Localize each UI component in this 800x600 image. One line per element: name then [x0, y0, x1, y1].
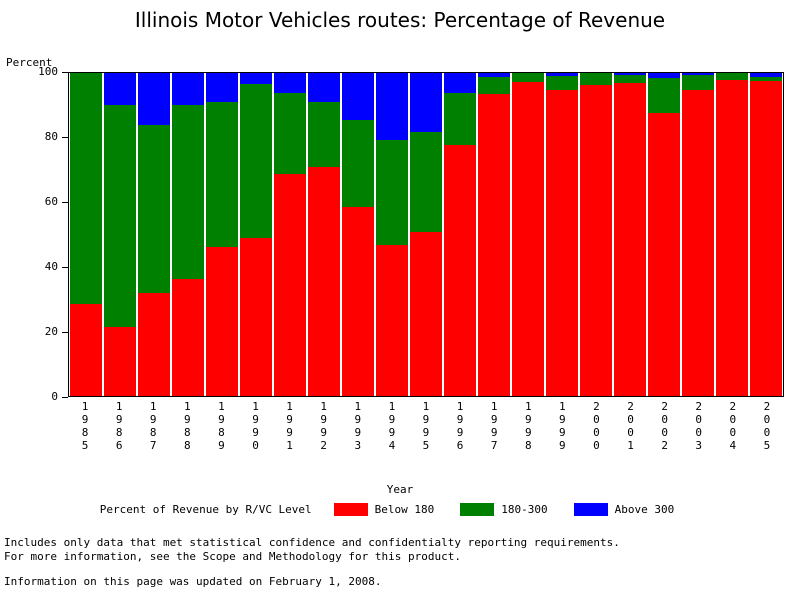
x-tick-label-digit: 1	[252, 400, 259, 413]
bar-segment-mid	[104, 105, 136, 327]
bar-segment-mid	[580, 73, 612, 85]
x-tick-label	[136, 400, 170, 475]
stacked-bar	[205, 73, 239, 396]
y-tick-label: 60	[44, 195, 58, 208]
bar-segment-above	[104, 73, 136, 105]
x-tick-label-digit: 0	[627, 426, 634, 439]
y-tick-label: 100	[38, 65, 58, 78]
x-tick-label-digit: 9	[456, 413, 464, 426]
x-tick-label-digit: 9	[354, 426, 362, 439]
x-tick-label-digit: 9	[218, 413, 225, 426]
x-tick-label-digit: 0	[695, 426, 703, 439]
bar-segment-above	[444, 73, 476, 93]
bar-segment-below	[614, 83, 646, 396]
x-tick-label-digit: 9	[320, 413, 328, 426]
y-tick-label: 0	[51, 390, 58, 403]
x-tick-label-digit: 9	[286, 426, 293, 439]
y-tick-label: 40	[44, 260, 58, 273]
x-tick-label-digit: 9	[115, 413, 123, 426]
bar-segment-mid	[546, 76, 578, 91]
bar-segment-above	[376, 73, 408, 140]
x-tick-label-digit: 1	[286, 400, 293, 413]
x-tick-label-digit: 2	[661, 439, 668, 452]
footnote-line-2: For more information, see the Scope and Methodology for this product.	[4, 550, 461, 563]
bar-segment-below	[716, 80, 748, 396]
x-tick-label	[375, 400, 409, 475]
x-tick-label-digit: 6	[456, 439, 464, 452]
x-tick-label	[545, 400, 579, 475]
bar-segment-mid	[682, 75, 714, 91]
x-tick-label-digit: 2	[695, 400, 703, 413]
x-axis-title: Year	[386, 483, 414, 496]
x-tick-label-digit: 5	[763, 439, 771, 452]
bar-segment-above	[410, 73, 442, 132]
legend-label-180-300: 180-300	[501, 503, 548, 516]
stacked-bar	[307, 73, 341, 396]
x-tick-label-digit: 1	[627, 439, 634, 452]
x-tick-label-digit: 8	[218, 426, 225, 439]
stacked-bar	[239, 73, 273, 396]
x-axis-tick-labels	[68, 400, 784, 475]
bar-segment-below	[376, 245, 408, 396]
x-tick-label-digit: 9	[252, 426, 259, 439]
legend-item-above-300	[574, 503, 675, 516]
bar-segment-below	[172, 279, 204, 396]
x-tick-label	[682, 400, 716, 475]
bar-segment-below	[444, 145, 476, 396]
x-tick-label-digit: 9	[422, 413, 430, 426]
stacked-bar	[171, 73, 205, 396]
x-tick-label-digit: 1	[422, 400, 430, 413]
bar-segment-below	[478, 94, 510, 396]
x-tick-label-digit: 1	[456, 400, 464, 413]
bar-segment-below	[240, 238, 272, 396]
bar-segment-below	[274, 174, 306, 396]
x-tick-label-digit: 9	[559, 426, 566, 439]
x-tick-label-digit: 2	[763, 400, 771, 413]
x-tick-label	[307, 400, 341, 475]
bar-segment-below	[512, 82, 544, 396]
footnote-line-3: Information on this page was updated on February 1, 2008.	[4, 575, 382, 588]
x-tick-label-digit: 2	[320, 439, 328, 452]
bar-segment-mid	[172, 105, 204, 279]
x-tick-label	[409, 400, 443, 475]
x-tick-label-digit: 9	[354, 413, 362, 426]
bar-segment-mid	[138, 125, 170, 294]
x-tick-label	[102, 400, 136, 475]
bar-segment-below	[70, 304, 102, 396]
x-tick-label-digit: 2	[627, 400, 634, 413]
bar-segment-above	[274, 73, 306, 93]
x-tick-label-digit: 9	[252, 413, 259, 426]
x-tick-label	[170, 400, 204, 475]
stacked-bar	[477, 73, 511, 396]
x-tick-label-digit: 9	[524, 426, 532, 439]
footnote-line-1: Includes only data that met statistical confidence and confidentialty reporting requirements.	[4, 536, 620, 549]
x-tick-label-digit: 0	[593, 413, 600, 426]
stacked-bar	[409, 73, 443, 396]
x-tick-label-digit: 0	[593, 439, 600, 452]
legend-label-below-180: Below 180	[374, 503, 435, 516]
legend-swatch-180-300	[460, 503, 494, 516]
legend-item-below-180	[334, 503, 435, 516]
x-tick-label-digit: 1	[286, 439, 293, 452]
x-tick-label-digit: 0	[593, 426, 600, 439]
bar-segment-below	[308, 167, 340, 396]
x-tick-label-digit: 0	[695, 413, 703, 426]
stacked-bar	[69, 73, 103, 396]
stacked-bar	[443, 73, 477, 396]
bar-segment-below	[342, 207, 374, 396]
x-tick-label-digit: 1	[149, 400, 157, 413]
x-tick-label-digit: 1	[320, 400, 328, 413]
x-tick-label-digit: 9	[456, 426, 464, 439]
x-tick-label	[477, 400, 511, 475]
legend-title: Percent of Revenue by R/VC Level	[99, 503, 312, 516]
x-tick-label-digit: 2	[661, 400, 668, 413]
bar-segment-mid	[206, 102, 238, 247]
x-tick-label-digit: 1	[490, 400, 498, 413]
x-tick-label-digit: 1	[184, 400, 191, 413]
x-tick-label-digit: 7	[149, 439, 157, 452]
bar-segment-mid	[410, 132, 442, 232]
bar-segment-mid	[308, 102, 340, 167]
x-tick-label-digit: 9	[559, 413, 566, 426]
x-tick-label-digit: 8	[149, 426, 157, 439]
x-tick-label-digit: 0	[763, 426, 771, 439]
x-tick-label-digit: 0	[252, 439, 259, 452]
bar-segment-below	[648, 113, 680, 396]
x-tick-label-digit: 9	[81, 413, 89, 426]
stacked-bar	[579, 73, 613, 396]
x-tick-label-digit: 9	[286, 413, 293, 426]
x-tick-label-digit: 1	[218, 400, 225, 413]
stacked-bar	[375, 73, 409, 396]
y-axis-title: Percent	[6, 56, 53, 69]
x-tick-label	[341, 400, 375, 475]
bar-segment-mid	[70, 73, 102, 304]
x-tick-label-digit: 8	[184, 439, 191, 452]
x-tick-label-digit: 0	[661, 426, 668, 439]
bar-segment-mid	[648, 78, 680, 114]
stacked-bar	[137, 73, 171, 396]
stacked-bar	[749, 73, 783, 396]
stacked-bar	[681, 73, 715, 396]
x-tick-label-digit: 9	[490, 426, 498, 439]
legend-item-180-300	[460, 503, 547, 516]
x-tick-label-digit: 2	[593, 400, 600, 413]
x-tick-label-digit: 9	[388, 426, 396, 439]
x-tick-label-digit: 7	[490, 439, 498, 452]
x-tick-label	[614, 400, 648, 475]
stacked-bar	[715, 73, 749, 396]
x-tick-label-digit: 1	[115, 400, 123, 413]
x-tick-label-digit: 8	[115, 426, 123, 439]
x-tick-label-digit: 9	[388, 413, 396, 426]
footnotes	[4, 536, 796, 589]
x-tick-label-digit: 0	[763, 413, 771, 426]
x-tick-label-digit: 8	[524, 439, 532, 452]
bar-segment-mid	[274, 93, 306, 174]
bar-segment-below	[546, 90, 578, 396]
x-tick-label-digit: 5	[81, 439, 89, 452]
bar-segment-above	[138, 73, 170, 125]
x-tick-label-digit: 1	[559, 400, 566, 413]
legend	[0, 503, 800, 516]
y-tick-label: 20	[44, 325, 58, 338]
x-tick-label-digit: 2	[729, 400, 737, 413]
bar-segment-below	[750, 81, 782, 396]
x-tick-label	[443, 400, 477, 475]
stacked-bar	[341, 73, 375, 396]
x-tick-label	[579, 400, 613, 475]
x-tick-label	[273, 400, 307, 475]
x-tick-label-digit: 9	[490, 413, 498, 426]
x-tick-label	[238, 400, 272, 475]
x-tick-label-digit: 3	[695, 439, 703, 452]
bar-segment-mid	[342, 120, 374, 207]
x-tick-label-digit: 4	[388, 439, 396, 452]
x-tick-label-digit: 1	[81, 400, 89, 413]
legend-swatch-below-180	[334, 503, 368, 516]
x-tick-label	[750, 400, 784, 475]
x-tick-label-digit: 9	[320, 426, 328, 439]
x-tick-label-digit: 9	[184, 413, 191, 426]
stacked-bar	[273, 73, 307, 396]
bar-segment-below	[410, 232, 442, 396]
x-tick-label	[68, 400, 102, 475]
bar-series-container	[69, 73, 783, 396]
legend-swatch-above-300	[574, 503, 608, 516]
x-tick-label-digit: 6	[115, 439, 123, 452]
x-tick-label	[204, 400, 238, 475]
bar-segment-mid	[444, 93, 476, 145]
stacked-bar	[511, 73, 545, 396]
x-tick-label-digit: 0	[729, 426, 737, 439]
bar-segment-above	[342, 73, 374, 120]
x-tick-label	[511, 400, 545, 475]
x-tick-label-digit: 9	[559, 439, 566, 452]
x-tick-label-digit: 9	[524, 413, 532, 426]
page-title: Illinois Motor Vehicles routes: Percentage of Revenue	[134, 8, 666, 32]
x-tick-label-digit: 8	[184, 426, 191, 439]
bar-segment-mid	[478, 77, 510, 95]
x-tick-label-digit: 9	[218, 439, 225, 452]
bar-segment-below	[104, 327, 136, 396]
stacked-bar	[613, 73, 647, 396]
x-tick-label	[716, 400, 750, 475]
stacked-bar	[103, 73, 137, 396]
x-tick-label-digit: 1	[354, 400, 362, 413]
y-tick-label: 80	[44, 130, 58, 143]
bar-segment-below	[682, 90, 714, 396]
x-tick-label-digit: 9	[149, 413, 157, 426]
bar-segment-mid	[376, 140, 408, 246]
x-tick-label-digit: 1	[524, 400, 532, 413]
x-tick-label-digit: 8	[81, 426, 89, 439]
x-tick-label-digit: 4	[729, 439, 737, 452]
bar-segment-above	[308, 73, 340, 102]
y-tick-mark	[62, 397, 68, 398]
bar-segment-mid	[716, 73, 748, 80]
x-tick-label-digit: 5	[422, 439, 430, 452]
stacked-bar	[647, 73, 681, 396]
legend-label-above-300: Above 300	[614, 503, 675, 516]
x-tick-label-digit: 0	[627, 413, 634, 426]
bar-segment-below	[206, 247, 238, 396]
bar-segment-mid	[240, 84, 272, 238]
x-tick-label-digit: 9	[422, 426, 430, 439]
bar-segment-mid	[614, 75, 646, 83]
bar-segment-below	[138, 293, 170, 396]
stacked-bar	[545, 73, 579, 396]
x-tick-label	[648, 400, 682, 475]
x-tick-label-digit: 0	[661, 413, 668, 426]
plot-area	[68, 72, 784, 397]
bar-segment-mid	[512, 73, 544, 82]
bar-segment-above	[206, 73, 238, 102]
bar-segment-above	[172, 73, 204, 105]
x-tick-label-digit: 3	[354, 439, 362, 452]
x-tick-label-digit: 1	[388, 400, 396, 413]
bar-segment-above	[240, 73, 272, 84]
x-tick-label-digit: 0	[729, 413, 737, 426]
bar-segment-below	[580, 85, 612, 396]
